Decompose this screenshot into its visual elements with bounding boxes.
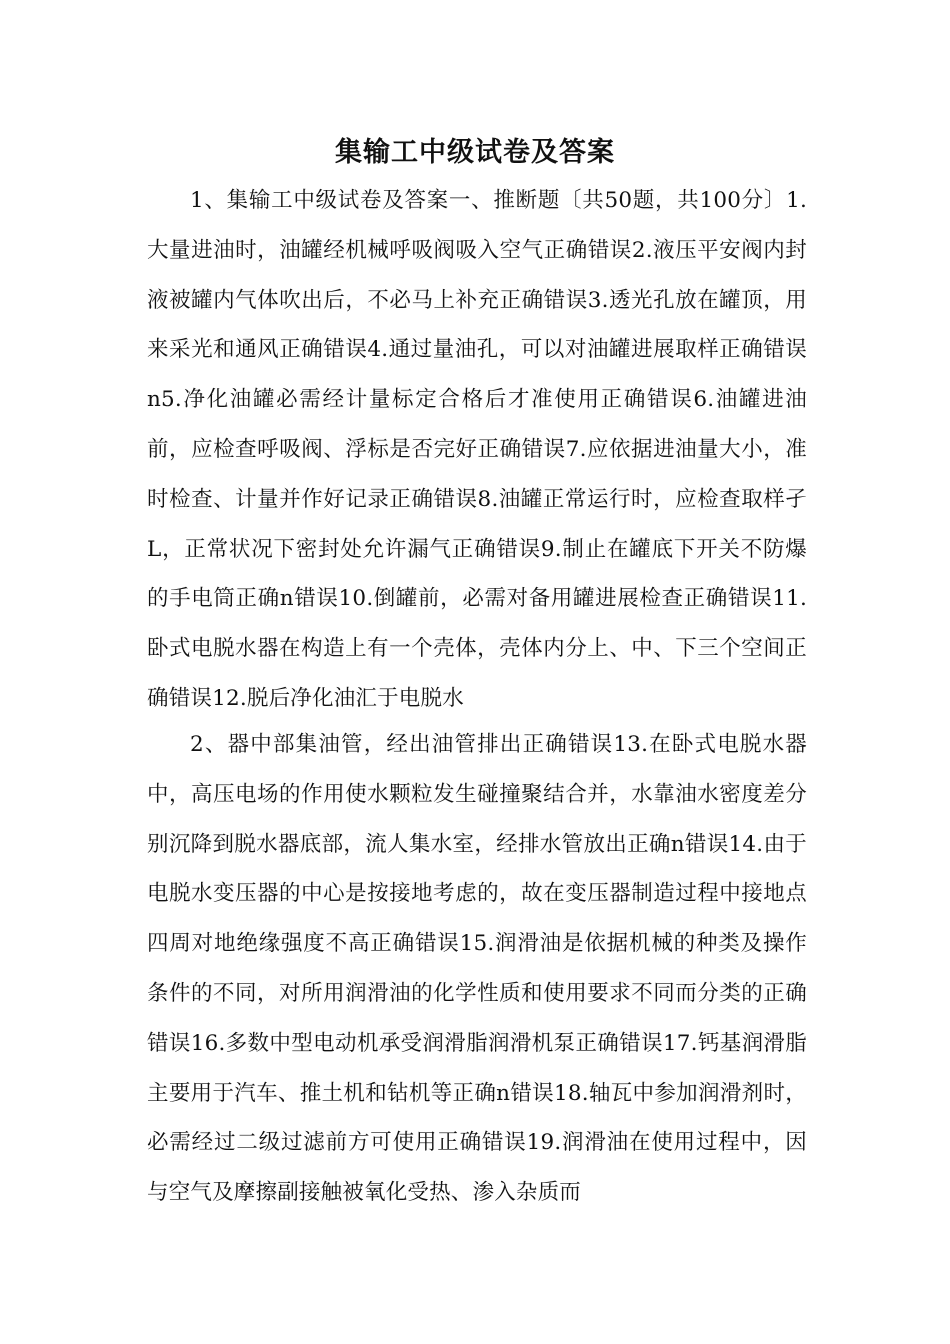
paragraph-1: 1、集输工中级试卷及答案一、推断题〔共50题，共100分〕1.大量进油时，油罐经机械呼吸阀吸入空气正确错误2.液压平安阀内封液被罐内气体吹出后，不必马上补充正确错误3.透光孔放在罐顶，用来采光和通风正确错误4.通过量油孔，可以对油罐进展取样正确错误n5.净化油罐必需经计量标定合格后才准使用正确错误6.油罐进油前，应检查呼吸阀、浮标是否完好正确错误7.应依据进油量大小，准时检查、计量并作好记录正确错误8.油罐正常运行时，应检查取样孑L，正常状况下密封处允许漏气正确错误9.制止在罐底下开关不防爆的手电筒正确n错误10.倒罐前，必需对备用罐进展检查正确错误11.卧式电脱水器在构造上有一个壳体，壳体内分上、中、下三个空间正确错误12.脱后净化油汇于电脱水 [147,188,807,711]
paragraph-2: 2、器中部集油管，经出油管排出正确错误13.在卧式电脱水器中，高压电场的作用使水颗粒发生碰撞聚结合并，水靠油水密度差分别沉降到脱水器底部，流人集水室，经排水管放出正确n错误14.由于电脱水变压器的中心是按接地考虑的，故在变压器制造过程中接地点四周对地绝缘强度不高正确错误15.润滑油是依据机械的种类及操作条件的不同，对所用润滑油的化学性质和使用要求不同而分类的正确错误16.多数中型电动机承受润滑脂润滑机泵正确错误17.钙基润滑脂主要用于汽车、推土机和钻机等正确n错误18.轴瓦中参加润滑剂时，必需经过二级过滤前方可使用正确错误19.润滑油在使用过程中，因与空气及摩擦副接触被氧化受热、渗入杂质而 [147,732,807,1206]
document-title: 集输工中级试卷及答案 [335,137,615,168]
